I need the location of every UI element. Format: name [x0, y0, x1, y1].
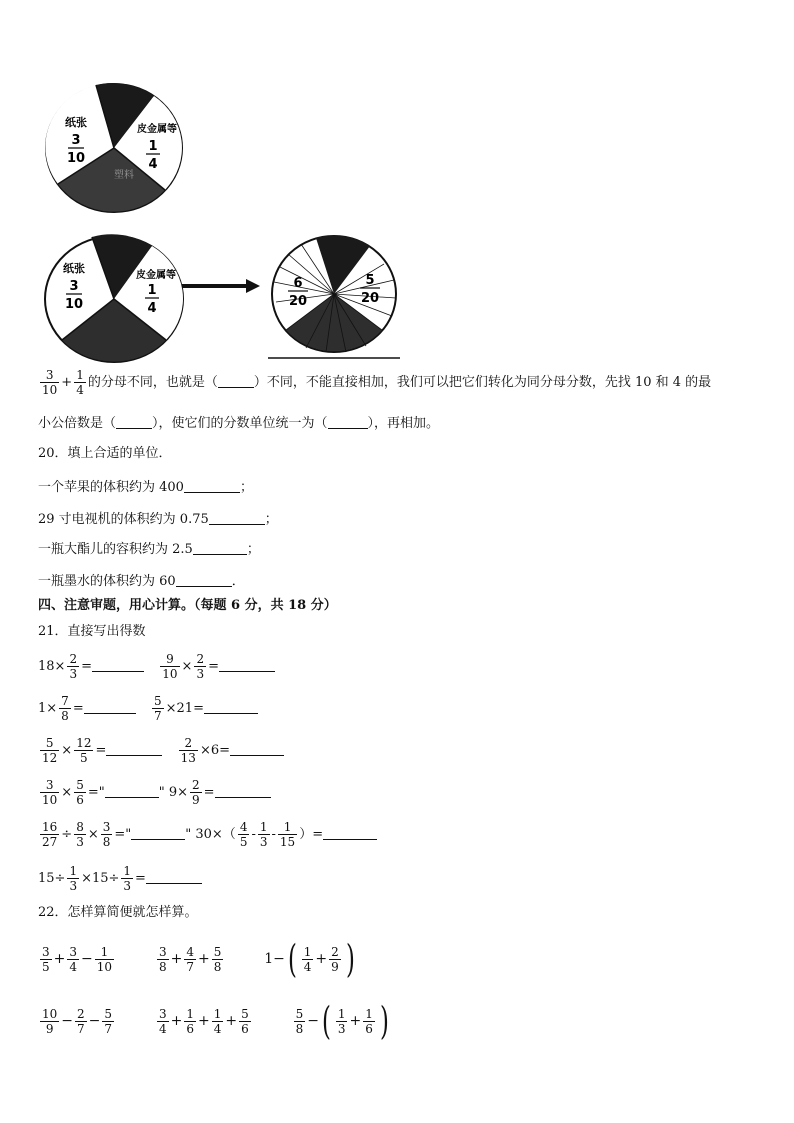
q20-item-2: 29 寸电视机的体积约为 0.75 ；	[38, 512, 278, 527]
fraction: $\frac{2}{9}$	[192, 778, 200, 807]
q20-title: 20．填上合适的单位．	[38, 446, 172, 461]
q22-title: 22．怎样算简便就怎样算。	[38, 905, 198, 920]
answer-blank[interactable]	[116, 414, 152, 429]
fraction: $\frac{7}{8}$	[61, 694, 69, 723]
fraction: $\frac{5}{7}$	[104, 1006, 113, 1036]
pie3-left-den: 20	[288, 294, 308, 309]
fraction: $\frac{1}{15}$	[279, 820, 296, 849]
pie3-right-num: 5	[365, 273, 375, 288]
q22-row-2	[38, 999, 392, 1043]
fraction: $\frac{1}{3}$	[259, 820, 268, 849]
fraction: $\frac{1}{3}$	[337, 1006, 346, 1036]
fraction: $\frac{16}{27}$	[42, 820, 58, 849]
pie2-right-num: 1	[147, 283, 157, 298]
q20-item-3: 一瓶大酯儿的容积约为 2.5 ；	[38, 542, 260, 557]
q22-expr-2: $\frac{3}{8}$ + $\frac{4}{7}$ + $\frac{5}{8}$	[158, 944, 222, 974]
pie2-right-den: 4	[147, 301, 157, 316]
fraction: $\frac{1}{4}$	[303, 944, 312, 974]
answer-blank[interactable]	[105, 783, 159, 798]
right-arrow-icon	[180, 278, 262, 294]
answer-blank[interactable]	[84, 699, 136, 714]
pie-chart-1	[44, 80, 186, 216]
q21-row-4: $\frac{3}{10}$ × $\frac{5}{6}$ =" " 9× $\frac{2}{9}$ =	[38, 778, 271, 807]
fraction: $\frac{3}{8}$	[158, 944, 167, 974]
q22-row-1	[38, 937, 358, 981]
answer-blank[interactable]	[230, 741, 284, 756]
answer-blank[interactable]	[323, 825, 377, 840]
fraction: $\frac{1}{4}$	[213, 1006, 222, 1036]
section-heading: 四、注意审题，用心计算。（每题 6 分，共 18 分）	[38, 598, 337, 613]
answer-blank[interactable]	[209, 510, 265, 525]
pie2-right-label: 皮金属等	[136, 270, 176, 281]
answer-blank[interactable]	[92, 657, 144, 672]
paragraph-line-1: $\frac{3}{10}$ + $\frac{1}{4}$ 的分母不同，也就是（ ）不同，不能直接相加，我们可以把它们转化为同分母分数，先找 10 和 4 的最	[42, 368, 712, 397]
fraction: $\frac{1}{6}$	[365, 1006, 373, 1036]
answer-blank[interactable]	[215, 783, 271, 798]
fraction: $\frac{5}{12}$	[42, 736, 58, 765]
answer-blank[interactable]	[219, 657, 275, 672]
pie1-left-den: 10	[66, 151, 86, 166]
fraction: $\frac{9}{10}$	[162, 652, 178, 681]
pie2-left-den: 10	[64, 297, 84, 312]
pie1-right-num: 1	[148, 139, 158, 154]
paragraph-line-2: 小公倍数是（ ），使它们的分数单位统一为（ ），再相加。	[38, 416, 440, 431]
parenthesis: )	[345, 937, 355, 981]
q22-expr-4: $\frac{10}{9}$ − $\frac{2}{7}$ − $\frac{5}{7}$	[42, 1006, 113, 1036]
fraction: $\frac{3}{5}$	[42, 944, 50, 974]
pie1-left-num: 3	[71, 133, 81, 148]
fraction: $\frac{12}{5}$	[76, 736, 92, 765]
pie-chart-2	[42, 232, 186, 366]
fraction: $\frac{5}{6}$	[76, 778, 84, 807]
fraction: $\frac{1}{6}$	[186, 1006, 194, 1036]
answer-blank[interactable]	[328, 414, 368, 429]
answer-blank[interactable]	[204, 699, 258, 714]
q20-item-1: 一个苹果的体积约为 400 ；	[38, 480, 253, 495]
pie1-right-label: 皮金属等	[137, 124, 177, 135]
fraction: $\frac{1}{10}$	[96, 944, 113, 974]
answer-blank[interactable]	[146, 869, 202, 884]
fraction: $\frac{3}{4}$	[69, 944, 78, 974]
q22-expr-5: $\frac{3}{4}$ + $\frac{1}{6}$ + $\frac{1}{4}$ + $\frac{5}{6}$	[158, 1006, 249, 1036]
answer-blank[interactable]	[131, 825, 185, 840]
pie3-left-num: 6	[293, 276, 303, 291]
pie2-left-label: 纸张	[63, 262, 85, 275]
fraction: $\frac{5}{8}$	[213, 944, 222, 974]
q22-expr-3: 1−( $\frac{1}{4}$ + $\frac{2}{9}$ )	[264, 937, 355, 981]
q20-item-4: 一瓶墨水的体积约为 60 ．	[38, 574, 245, 589]
parenthesis: )	[379, 999, 389, 1043]
q21-row-2: 1× $\frac{7}{8}$ = $\frac{5}{7}$ ×21=	[38, 694, 258, 723]
fraction: $\frac{2}{7}$	[77, 1006, 85, 1036]
fraction: $\frac{2}{3}$	[69, 652, 78, 681]
pie1-right-den: 4	[148, 157, 158, 172]
frac-1-4: $\frac{1}{4}$	[76, 368, 84, 397]
fraction: $\frac{4}{5}$	[239, 820, 248, 849]
answer-blank[interactable]	[106, 741, 162, 756]
fraction: $\frac{2}{9}$	[331, 944, 339, 974]
parenthesis: (	[287, 937, 297, 981]
fraction: $\frac{3}{10}$	[42, 778, 58, 807]
fraction: $\frac{4}{7}$	[186, 944, 194, 974]
fraction: $\frac{8}{3}$	[76, 820, 84, 849]
q21-row-6: 15÷ $\frac{1}{3}$ ×15÷ $\frac{1}{3}$ =	[38, 864, 202, 893]
fraction: $\frac{3}{8}$	[102, 820, 111, 849]
q21-row-5: $\frac{16}{27}$ ÷ $\frac{8}{3}$ × $\frac{3}{8}$ =" " 30×（ $\frac{4}{5}$ - $\frac{1}{3}$ - $\frac{1}{15}$ ）=	[38, 820, 377, 849]
q21-title: 21．直接写出得数	[38, 624, 146, 639]
answer-blank[interactable]	[184, 478, 240, 493]
pie3-right-den: 20	[360, 291, 380, 306]
fraction: $\frac{5}{8}$	[295, 1006, 304, 1036]
fraction: $\frac{2}{3}$	[196, 652, 205, 681]
fraction: $\frac{5}{7}$	[154, 694, 162, 723]
pie2-left-num: 3	[69, 279, 79, 294]
answer-blank[interactable]	[193, 540, 247, 555]
q22-expr-6: $\frac{5}{8}$ −( $\frac{1}{3}$ + $\frac{1}{6}$ )	[295, 999, 389, 1043]
parenthesis: (	[321, 999, 331, 1043]
fraction: $\frac{2}{13}$	[180, 736, 196, 765]
q22-expr-1: $\frac{3}{5}$ + $\frac{3}{4}$ − $\frac{1}{10}$	[42, 944, 113, 974]
q21-row-3: $\frac{5}{12}$ × $\frac{12}{5}$ = $\frac{2}{13}$ ×6=	[38, 736, 284, 765]
answer-blank[interactable]	[176, 572, 232, 587]
answer-blank[interactable]	[218, 373, 254, 388]
fraction: $\frac{5}{6}$	[241, 1006, 249, 1036]
fraction: $\frac{3}{4}$	[158, 1006, 167, 1036]
q21-row-1: 18× $\frac{2}{3}$ = $\frac{9}{10}$ × $\frac{2}{3}$ =	[38, 652, 275, 681]
pie1-left-label: 纸张	[65, 116, 87, 129]
fraction: $\frac{10}{9}$	[42, 1006, 58, 1036]
fraction: $\frac{1}{3}$	[123, 864, 132, 893]
frac-3-10: $\frac{3}{10}$	[42, 368, 58, 397]
fraction: $\frac{1}{3}$	[69, 864, 78, 893]
pie1-bottom-label: 塑料	[114, 170, 134, 181]
pie-chart-3	[266, 232, 406, 362]
